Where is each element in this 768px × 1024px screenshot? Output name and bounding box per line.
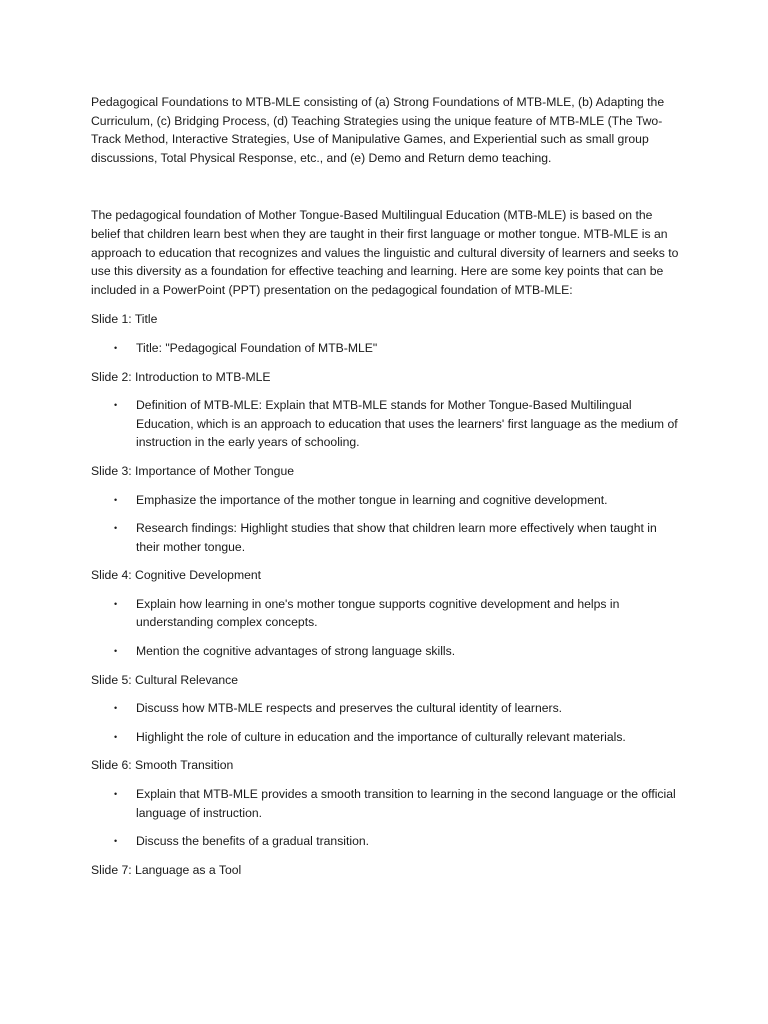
list-item [91, 785, 681, 822]
bullet-icon: • [114, 731, 118, 742]
list-item-text: Definition of MTB-MLE: Explain that MTB-MLE stands for Mother Tongue-Based Multilingual Education, which is an approach to education that uses the learners' first language as the medium of instruction in the early years of schooling. [136, 398, 678, 450]
bullet-icon: • [114, 598, 118, 609]
list-item-text: Title: "Pedagogical Foundation of MTB-MLE" [136, 340, 378, 355]
list-item-text: Explain how learning in one's mother tongue supports cognitive development and helps in understanding complex concepts. [136, 596, 620, 630]
bullet-list [91, 339, 681, 358]
list-item-text: Emphasize the importance of the mother tongue in learning and cognitive development. [136, 492, 608, 507]
list-item [91, 832, 681, 851]
bullet-icon: • [114, 523, 118, 534]
bullet-icon: • [114, 789, 118, 800]
intro-paragraph: Pedagogical Foundations to MTB-MLE consisting of (a) Strong Foundations of MTB-MLE, (b) Adapting the Curriculum, (c) Bridging Process, (d) Teaching Strategies using the unique feature of MTB-MLE (The Two-Track Method, Interactive Strategies, Use of Manipulative Games, and Experiential such as small group discussions, Total Physical Response, etc., and (e) Demo and Return demo teaching. [91, 95, 665, 165]
list-item-text: Research findings: Highlight studies that show that children learn more effectively when taught in their mother tongue. [136, 521, 657, 554]
slide-heading: Slide 1: Title [91, 312, 158, 327]
list-item [91, 339, 681, 358]
slide-heading: Slide 6: Smooth Transition [91, 758, 234, 773]
bullet-list [91, 785, 681, 851]
slide-heading: Slide 2: Introduction to MTB-MLE [91, 369, 271, 384]
list-item [91, 491, 681, 510]
list-item-text: Highlight the role of culture in education and the importance of culturally relevant materials. [136, 729, 626, 744]
document-body [91, 93, 681, 889]
slide-heading: Slide 3: Importance of Mother Tongue [91, 463, 295, 478]
bullet-icon: • [114, 400, 118, 411]
bullet-icon: • [114, 703, 118, 714]
slide-heading: Slide 4: Cognitive Development [91, 568, 262, 583]
list-item-text: Mention the cognitive advantages of strong language skills. [136, 644, 456, 659]
overview-paragraph: The pedagogical foundation of Mother Tongue-Based Multilingual Education (MTB-MLE) is based on the belief that children learn best when they are taught in their first language or mother tongue. MTB-MLE is an approach to education that recognizes and values the linguistic and cultural diversity of learners and seeks to use this diversity as a foundation for effective teaching and learning. Here are some key points that can be included in a PowerPoint (PPT) presentation on the pedagogical foundation of MTB-MLE: [91, 208, 679, 297]
list-item [91, 642, 681, 661]
bullet-list [91, 699, 681, 746]
bullet-list [91, 396, 681, 452]
bullet-list [91, 595, 681, 661]
bullet-icon: • [114, 494, 118, 505]
slide-heading: Slide 7: Language as a Tool [91, 862, 242, 877]
bullet-icon: • [114, 342, 118, 353]
bullet-icon: • [114, 836, 118, 847]
bullet-icon: • [114, 646, 118, 657]
list-item-text: Discuss the benefits of a gradual transition. [136, 834, 370, 849]
list-item [91, 396, 681, 452]
list-item [91, 519, 681, 556]
list-item [91, 595, 681, 632]
list-item [91, 728, 681, 747]
list-item [91, 699, 681, 718]
bullet-list [91, 491, 681, 557]
slide-heading: Slide 5: Cultural Relevance [91, 672, 239, 687]
list-item-text: Explain that MTB-MLE provides a smooth transition to learning in the second language or the official language of instruction. [136, 787, 676, 820]
list-item-text: Discuss how MTB-MLE respects and preserves the cultural identity of learners. [136, 701, 563, 716]
